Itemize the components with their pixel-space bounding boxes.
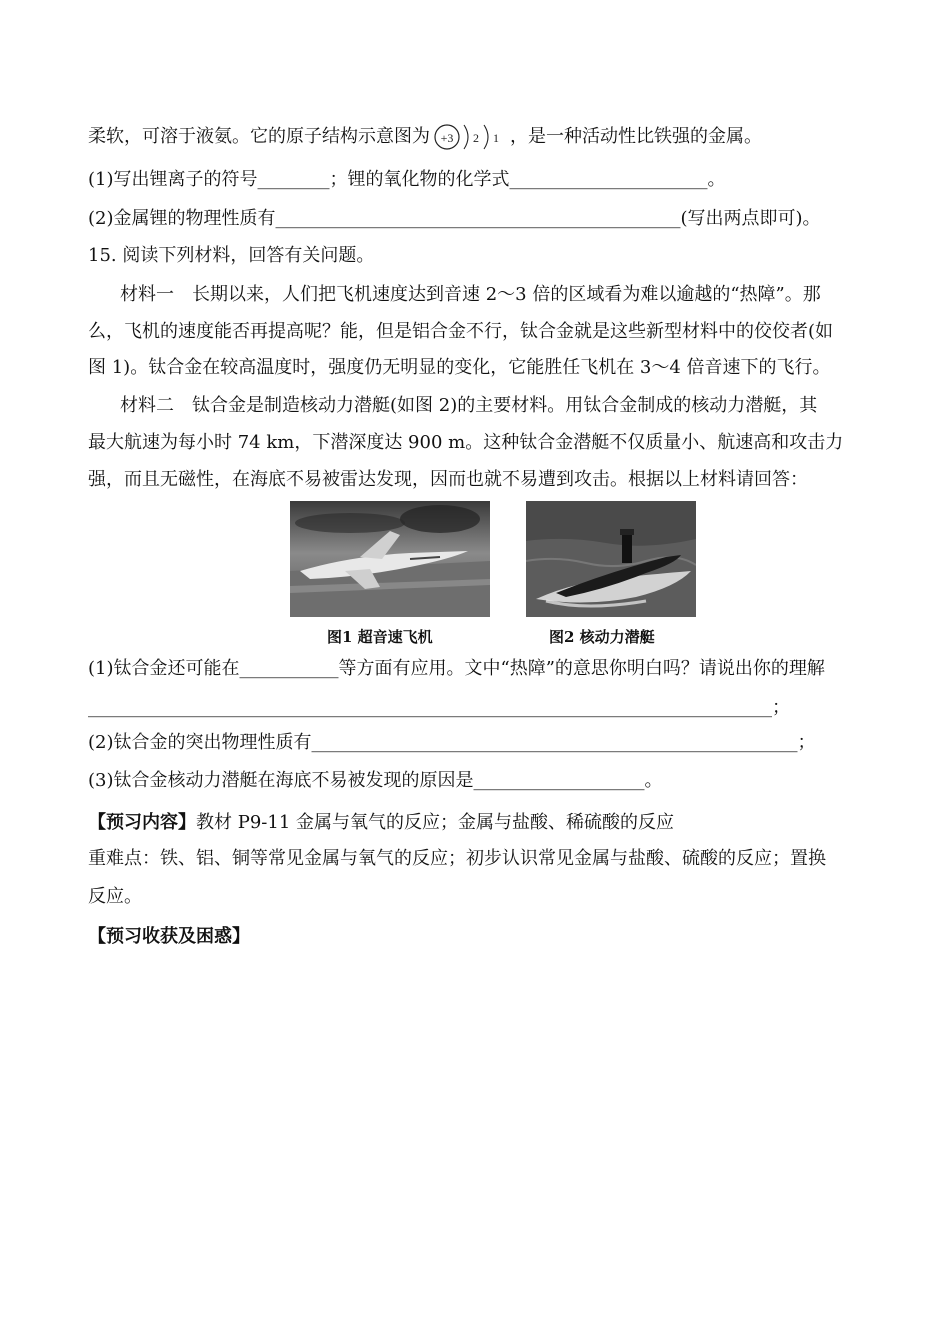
preview-label: 【预习内容】 (88, 812, 196, 833)
fig1-caption: 图1 超音速飞机 (327, 628, 433, 646)
atom-shell1-electrons: 2 (473, 131, 479, 145)
material2-line1: 材料二 钛合金是制造核动力潜艇(如图 2)的主要材料。用钛合金制成的核动力潜艇，其 (120, 395, 818, 416)
key-points-line1: 重难点：铁、铝、铜等常见金属与氧气的反应；初步认识常见金属与盐酸、硫酸的反应；置换 (88, 848, 826, 869)
key-points-line2: 反应。 (88, 886, 142, 907)
nuclear-submarine-image (526, 501, 696, 617)
atom-shell2-electrons: 1 (493, 131, 499, 145)
intro-text-after: ，是一种活动性比铁强的金属。 (510, 126, 762, 147)
fig2-caption: 图2 核动力潜艇 (549, 628, 655, 646)
material2-line3: 强，而且无磁性，在海底不易被雷达发现，因而也就不易遭到攻击。根据以上材料请回答： (88, 469, 808, 490)
q14-2: (2)金属锂的物理性质有_____________________________________________(写出两点即可)。 (88, 208, 821, 229)
q14-1: (1)写出锂离子的符号________；锂的氧化物的化学式______________________。 (88, 169, 726, 190)
material1-line1: 材料一 长期以来，人们把飞机速度达到音速 2～3 倍的区域看为难以逾越的“热障”。那 (120, 284, 821, 305)
preview-content: 教材 P9-11 金属与氧气的反应；金属与盐酸、稀硫酸的反应 (196, 812, 674, 833)
q15-1-line1: (1)钛合金还可能在___________等方面有应用。文中“热障”的意思你明白吗？请说出你的理解 (88, 658, 825, 679)
q15-2: (2)钛合金的突出物理性质有______________________________________________________； (88, 732, 816, 753)
atom-nucleus-charge: +3 (440, 131, 454, 145)
q15-title: 15. 阅读下列材料，回答有关问题。 (88, 245, 375, 266)
preview-harvest-label: 【预习收获及困惑】 (88, 926, 250, 947)
preview-content-line (88, 811, 674, 835)
material1-line3: 图 1)。钛合金在较高温度时，强度仍无明显的变化，它能胜任飞机在 3～4 倍音速下的飞行。 (88, 357, 831, 378)
intro-line (88, 121, 762, 153)
q15-3: (3)钛合金核动力潜艇在海底不易被发现的原因是___________________。 (88, 770, 663, 791)
supersonic-aircraft-image (290, 501, 490, 617)
q15-1-line2: ____________________________________________________________________________； (88, 697, 790, 718)
atom-structure-diagram (432, 121, 508, 153)
intro-text-before: 柔软，可溶于液氨。它的原子结构示意图为 (88, 126, 430, 147)
material2-line2: 最大航速为每小时 74 km，下潜深度达 900 m。这种钛合金潜艇不仅质量小、航速高和攻击力 (88, 432, 844, 453)
material1-line2: 么，飞机的速度能否再提高呢？能，但是铝合金不行，钛合金就是这些新型材料中的佼佼者(如 (88, 321, 834, 342)
